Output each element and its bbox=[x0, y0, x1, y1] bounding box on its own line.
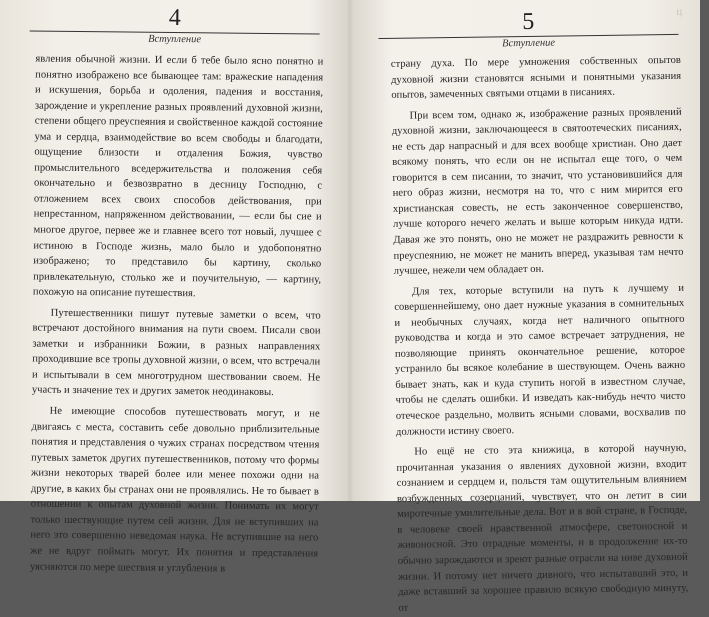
bleed-through-mark: ц bbox=[676, 5, 683, 18]
right-page-header bbox=[378, 8, 679, 52]
paragraph: Но ещё не сто эта книжица, в которой научную, прочитанная указания о явлениях духовной жизни, входит сознанием и сердцем и, польстя там ощутительным влиянием возбужденных созерцаний, чувствует, что он летит в сии миротечные умилительные дела. Вот и в вой стране, в Господе, в человеке своей нравственной атмосфере, светоносной и живоносной. Это отрадные моменты, и в продолжение их-то обычно зарождаются и зреют разные отрасли на ниве духовной жизни. И потому нет ничего дивного, что испытавший это, и даже вставший за хорошее правило всякую свободную минуту, от bbox=[396, 442, 689, 614]
paragraph: Для тех, которые вступили на путь к лучшему и совершеннейшему, оно дает нужные указания в сомнительных и необычных случаях, когда нет наличного опытного руководства и когда и это самое встречает затруднения, не позволяющие принять окончательное решение, которое устранило бы всякое колебание в шествующем. Очень важно бывает знать, как и куда ступить ногой в известном случае, чтобы не сделать ошибки. И изведать как-нибудь нечто чисто отеческое раздельно, молвить ясными словами, восхвалив по должности истину своего. bbox=[394, 282, 686, 438]
left-page-header bbox=[30, 4, 320, 47]
paragraph: При всем том, однако ж, изображение разных проявлений духовной жизни, заключающееся в святоотеческих писаниях, не есть дар напрасный и для всех вообще христиан. Оно дает всякому понять, что если он не испытал еще того, о чем говорится в сем писании, то значит, что установившийся для него образ жизни, несмотря на то, что с ним мирится его христианская совесть, не есть законченное совершенство, лучше которого нечего желать и выше которым никуда идти. Давая же это понять, оно не может не раздражить ревности к преуспеянию, не может не манить вперед, указывая там нечто лучшее, нежели чем обладает он. bbox=[391, 106, 684, 277]
left-page-body bbox=[30, 52, 323, 578]
right-page bbox=[350, 0, 707, 614]
paragraph: Не имеющие способов путешествовать могут, и не двигаясь с места, составить себе довольно приблизительные понятия и представления о чужих странах посредством чтения путевых заметок других путешественников, потому что формы жизни некоторых тварей более или менее похожи одни на другие, в каких бы странах они не проявлялись. Не то бывает в отношении к опытам духовной жизни. Понимать их могут только шествующие путем сей жизни. Для не вступивших на него это совершенно неведомая наука. Не вступившие на него же не вдруг поймать могут. Их понятия и представления уясняются по мере шествия и углубления в bbox=[30, 405, 320, 575]
paragraph: явления обычной жизни. И если б тебе было ясно понятно и понятно изображено все бывающее там: вражеские нападения и искушения, борьба и одоления, падения и восстания, зарождение и укрепление разных проявлений духовной жизни, степени общего преуспеяния и свойственное каждой состояние ума и сердца, взаимодействие во всем свободы и благодати, ощущение близости и отдаления Божия, чувство промыслительного вседержительства и положения себя окончательно и безвозвратно в десницу Господню, с отложением всех своих способов действования, при непрестанном, напряженном действовании, — если бы сие и многое другое, первее же и главнее всего тот новый, лучшее с истиною в Господе жизнь, мало было и удобопонятно изображено; то представило бы картину, сколько привлекательную, столько же и поучительную, — картину, похожую на описание путешествия. bbox=[32, 53, 324, 300]
left-page bbox=[0, 0, 350, 575]
paragraph: Путешественники пишут путевые заметки о всем, что встречают достойного внимания на пути своем. Писали свои заметки и избранники Божии, в разных направлениях проходившие все тропы духовной жизни, о всем, что встречали и испытывали в сем многотрудном шествовании своем. Не участь и значение тех и других заметок неодинаковы. bbox=[31, 307, 321, 399]
paragraph: страну духа. По мере умножения собственных опытов духовной жизни становятся ясными и понятными указания опытов, замеченных святыми отцами в писаниях. bbox=[390, 54, 682, 101]
running-head: Вступление bbox=[502, 37, 556, 50]
page-number: 5 bbox=[522, 8, 535, 36]
page-number: 4 bbox=[168, 4, 181, 32]
running-head: Вступление bbox=[148, 33, 202, 46]
right-page-body bbox=[391, 53, 689, 616]
